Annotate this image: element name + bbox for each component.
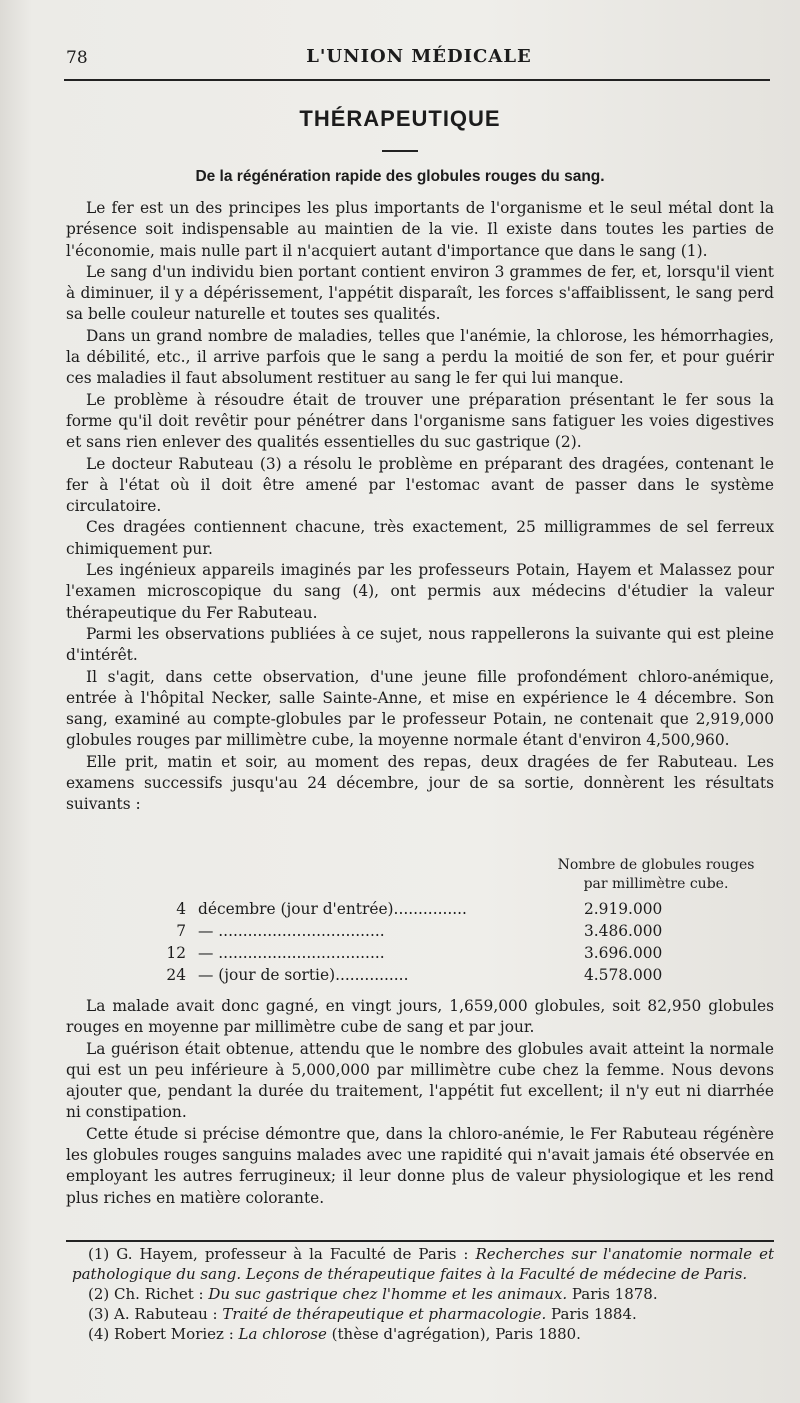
table-row (66, 966, 774, 988)
footnote (72, 1324, 774, 1344)
footnote-author: Robert Moriez : (114, 1325, 234, 1343)
row-day: 7 (176, 922, 186, 940)
row-note: décembre (jour d'entrée)............... (198, 900, 467, 918)
footnotes (72, 1244, 774, 1344)
row-value: 2.919.000 (584, 900, 663, 918)
footnote-rest: Paris 1884. (551, 1305, 637, 1323)
table-row (66, 922, 774, 944)
row-note: — (jour de sortie)............... (198, 966, 409, 984)
table-header-line: Nombre de globules rouges (557, 857, 755, 873)
paragraph: Le sang d'un individu bien portant contient environ 3 grammes de fer, et, lorsqu'il vient à diminuer, il y a dépérissement, l'appétit disparaît, les forces s'affaiblissent, le sang perd sa belle couleur naturelle et toutes ses qualités. (66, 262, 774, 324)
paragraph: Elle prit, matin et soir, au moment des repas, deux dragées de fer Rabuteau. Les examens successifs jusqu'au 24 décembre, jour de sa sortie, donnèrent les résultats suivants : (66, 752, 774, 814)
footnote (72, 1244, 774, 1284)
article-body (66, 198, 774, 816)
paragraph: La guérison était obtenue, attendu que le nombre des globules avait atteint la normale qui est un peu inférieure à 5,000,000 par millimètre cube chez la femme. Nous devons ajouter que, pendant la durée du traitement, l'appétit fut excellent; il n'y eut ni diarrhée ni constipation. (66, 1039, 774, 1122)
paragraph: La malade avait donc gagné, en vingt jours, 1,659,000 globules, soit 82,950 globules rouges en moyenne par millimètre cube de sang et par jour. (66, 997, 774, 1037)
table-header (521, 856, 791, 894)
paragraph: Le docteur Rabuteau (3) a résolu le problème en préparant des dragées, contenant le fer à l'état où il doit être amené par l'estomac avant de passer dans le système circulatoire. (66, 454, 774, 516)
paragraph: Le problème à résoudre était de trouver une préparation présentant le fer sous la forme qu'il doit revêtir pour pénétrer dans l'organisme sans fatiguer les voies digestives et sans rien enlever des qualités essentielles du suc gastrique (2). (66, 390, 774, 452)
page-header (64, 42, 774, 76)
paragraph: Ces dragées contiennent chacune, très exactement, 25 milligrammes de sel ferreux chimiquement pur. (66, 518, 774, 558)
footnote-mark: (1) (88, 1245, 110, 1263)
paragraph: Les ingénieux appareils imaginés par les professeurs Potain, Hayem et Malassez pour l'examen microscopique du sang (4), ont permis aux médecins d'étudier la valeur thérapeutique du Fer Rabuteau. (66, 561, 774, 622)
article-title: De la régénération rapide des globules rouges du sang. (195, 168, 605, 185)
footnote-author: G. Hayem, professeur à la Faculté de Paris : (116, 1245, 469, 1263)
footnote-mark: (4) (88, 1325, 110, 1343)
section-rule (382, 150, 418, 152)
paragraph: Il s'agit, dans cette observation, d'une jeune fille profondément chloro-anémique, entrée à l'hôpital Necker, salle Sainte-Anne, et mise en expérience le 4 décembre. Son sang, examiné au compte-globules par le professeur Potain, ne contenait que 2,919,000 globules rouges par millimètre cube, la moyenne normale étant d'environ 4,500,960. (66, 667, 774, 750)
footnote-work: Traité de thérapeutique et pharmacologie. (222, 1305, 547, 1323)
row-day: 12 (166, 944, 186, 962)
row-day: 24 (166, 966, 186, 984)
footnote-work: La chlorose (238, 1325, 327, 1343)
footnote (72, 1304, 774, 1324)
header-rule (64, 79, 770, 81)
row-day: 4 (176, 900, 186, 918)
footnote-author: A. Rabuteau : (114, 1305, 218, 1323)
running-title: L'UNION MÉDICALE (306, 46, 532, 67)
footnote-mark: (2) (88, 1285, 110, 1303)
footnote-work: Du suc gastrique chez l'homme et les animaux. (208, 1285, 568, 1303)
row-value: 3.696.000 (584, 944, 663, 962)
article-conclusion (66, 996, 774, 1209)
paragraph: Parmi les observations publiées à ce sujet, nous rappellerons la suivante qui est pleine d'intérêt. (66, 624, 774, 665)
paragraph: Dans un grand nombre de maladies, telles que l'anémie, la chlorose, les hémorrhagies, la débilité, etc., il arrive parfois que le sang a perdu la moitié de son fer, et pour guérir ces maladies il faut absolument restituer au sang le fer qui lui manque. (66, 326, 774, 388)
row-note: — .................................. (198, 944, 385, 962)
table-header-line: par millimètre cube. (583, 876, 729, 892)
footnote-rest: Paris 1878. (571, 1285, 658, 1303)
footnote-mark: (3) (88, 1305, 110, 1323)
paragraph: Cette étude si précise démontre que, dans la chloro-anémie, le Fer Rabuteau régénère les globules rouges sanguins malades avec une rapidité qui n'avait jamais été observée en employant les autres ferrugineux; il leur donne plus de valeur physiologique et les rend plus riches en matière colorante. (66, 1124, 774, 1207)
footnote-author: Ch. Richet : (114, 1285, 204, 1303)
row-value: 3.486.000 (584, 922, 663, 940)
row-note: — .................................. (198, 922, 385, 940)
footnote-rule (66, 1240, 774, 1242)
row-value: 4.578.000 (584, 966, 663, 984)
page-number: 78 (66, 48, 88, 68)
table-row (66, 944, 774, 966)
paragraph: Le fer est un des principes les plus importants de l'organisme et le seul métal dont la présence soit indispensable au maintien de la vie. Il existe dans toutes les parties de l'économie, mais nulle part il n'acquiert autant d'importance que dans le sang (1). (66, 199, 774, 260)
footnote (72, 1284, 774, 1304)
table-row (66, 900, 774, 922)
footnote-work: Recherches sur l'anatomie normale et pathologique du sang. Leçons de thérapeutique faites à la Faculté de médecine de Paris. (72, 1245, 774, 1283)
section-title: THÉRAPEUTIQUE (299, 106, 501, 131)
footnote-rest: (thèse d'agrégation), Paris 1880. (331, 1325, 581, 1343)
